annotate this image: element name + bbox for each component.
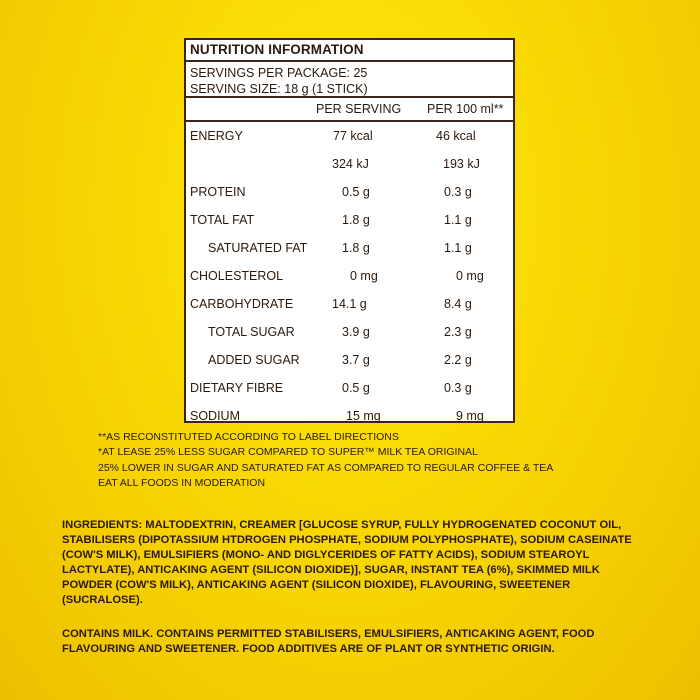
value-per-100ml: 0 mg — [456, 269, 484, 283]
value-per-100ml-kj: 193 kJ — [443, 157, 480, 171]
contains-statement — [62, 627, 662, 657]
nutrient-label: PROTEIN — [190, 185, 246, 199]
servings-per-package: SERVINGS PER PACKAGE: 25 — [190, 66, 368, 80]
value-per-serving: 0.5 g — [342, 185, 370, 199]
nutrient-label: TOTAL SUGAR — [208, 325, 295, 339]
value-per-serving: 1.8 g — [342, 241, 370, 255]
value-per-serving: 77 kcal — [333, 129, 373, 143]
nutrient-row-cholesterol — [186, 262, 513, 290]
nutrient-row-added-sugar — [186, 346, 513, 374]
nutrient-label: SATURATED FAT — [208, 241, 308, 255]
value-per-100ml: 1.1 g — [444, 241, 472, 255]
value-per-serving: 0.5 g — [342, 381, 370, 395]
value-per-100ml: 0.3 g — [444, 381, 472, 395]
footnote-less-sugar: *AT LEASE 25% LESS SUGAR COMPARED TO SUPER™ MILK TEA ORIGINAL — [98, 446, 478, 458]
value-per-serving: 14.1 g — [332, 297, 367, 311]
ingredients-text-1: INGREDIENTS: MALTODEXTRIN, CREAMER [GLUCOSE SYRUP, FULLY HYDROGENATED COCONUT OIL, STABILISERS (DIPOTASSIUM HTDROGEN PHOSPHATE, SODIUM POLYPHOSPHATE), SODIUM CASEINATE (COW'S — [62, 519, 632, 561]
nutrient-row-saturated-fat — [186, 234, 513, 262]
nutrient-label: ENERGY — [190, 129, 243, 143]
nutrient-label: TOTAL FAT — [190, 213, 255, 227]
footnotes — [98, 431, 658, 492]
milk-allergen: MILK — [159, 579, 188, 591]
value-per-100ml: 2.2 g — [444, 353, 472, 367]
servings-info — [186, 62, 513, 98]
nutrient-row-total-fat — [186, 206, 513, 234]
value-per-100ml: 8.4 g — [444, 297, 472, 311]
value-per-serving: 3.7 g — [342, 353, 370, 367]
header-per-100ml: PER 100 ml** — [427, 102, 504, 116]
nutrition-title: NUTRITION INFORMATION — [186, 40, 513, 62]
value-per-100ml: 46 kcal — [436, 129, 476, 143]
ingredients-paragraph — [62, 518, 652, 608]
value-per-serving: 1.8 g — [342, 213, 370, 227]
nutrient-label: SODIUM — [190, 409, 240, 423]
value-per-serving: 15 mg — [346, 409, 381, 423]
nutrition-panel — [184, 38, 515, 423]
milk-allergen: MILK — [106, 549, 134, 561]
ingredients-text-4: ), ANTICAKING AGENT (SILICON DIOXIDE), FLAVOURING, SWEETENER (SUCRALOSE). — [62, 579, 571, 606]
nutrient-row-dietary-fibre — [186, 374, 513, 402]
value-per-100ml: 9 mg — [456, 409, 484, 423]
nutrient-label: DIETARY FIBRE — [190, 381, 284, 395]
nutrient-rows — [186, 122, 513, 430]
nutrient-row-energy — [186, 122, 513, 178]
claim-moderation: EAT ALL FOODS IN MODERATION — [98, 477, 266, 489]
value-per-serving: 0 mg — [350, 269, 378, 283]
nutrient-label: CHOLESTEROL — [190, 269, 284, 283]
milk-allergen: MILK — [572, 564, 600, 576]
nutrient-label: CARBOHYDRATE — [190, 297, 294, 311]
header-per-serving: PER SERVING — [316, 102, 402, 116]
footnote-reconstituted: **AS RECONSTITUTED ACCORDING TO LABEL DIRECTIONS — [98, 431, 399, 443]
value-per-100ml: 2.3 g — [444, 325, 472, 339]
nutrient-row-sodium — [186, 402, 513, 430]
column-headers — [186, 98, 513, 122]
value-per-100ml: 0.3 g — [444, 185, 472, 199]
serving-size: SERVING SIZE: 18 g (1 STICK) — [190, 82, 368, 96]
ingredients-text-3: POWDER (COW'S — [62, 579, 160, 591]
nutrient-row-total-sugar — [186, 318, 513, 346]
ingredients-text-2: ), EMULSIFIERS (MONO- AND DIGLYCERIDES OF FATTY ACIDS), SODIUM STEAROYL LACTYLATE), ANTICAKING AGENT (SILICON DIOXIDE)], SUGAR, INSTANT TEA (6%), SKIMMED — [62, 549, 590, 576]
claim-lower-sugar: 25% LOWER IN SUGAR AND SATURATED FAT AS COMPARED TO REGULAR COFFEE & TEA — [98, 462, 554, 474]
value-per-serving: 3.9 g — [342, 325, 370, 339]
contains-rest: CONTAINS PERMITTED STABILISERS, EMULSIFIERS, ANTICAKING AGENT, FOOD FLAVOURING AND SWEETENER. FOOD ADDITIVES ARE OF PLANT OR SYNTHETIC ORIGIN. — [62, 628, 595, 655]
nutrient-row-protein — [186, 178, 513, 206]
value-per-serving-kj: 324 kJ — [332, 157, 369, 171]
contains-milk-lead: CONTAINS MILK. — [62, 628, 154, 640]
nutrient-label: ADDED SUGAR — [208, 353, 300, 367]
value-per-100ml: 1.1 g — [444, 213, 472, 227]
nutrient-row-carbohydrate — [186, 290, 513, 318]
